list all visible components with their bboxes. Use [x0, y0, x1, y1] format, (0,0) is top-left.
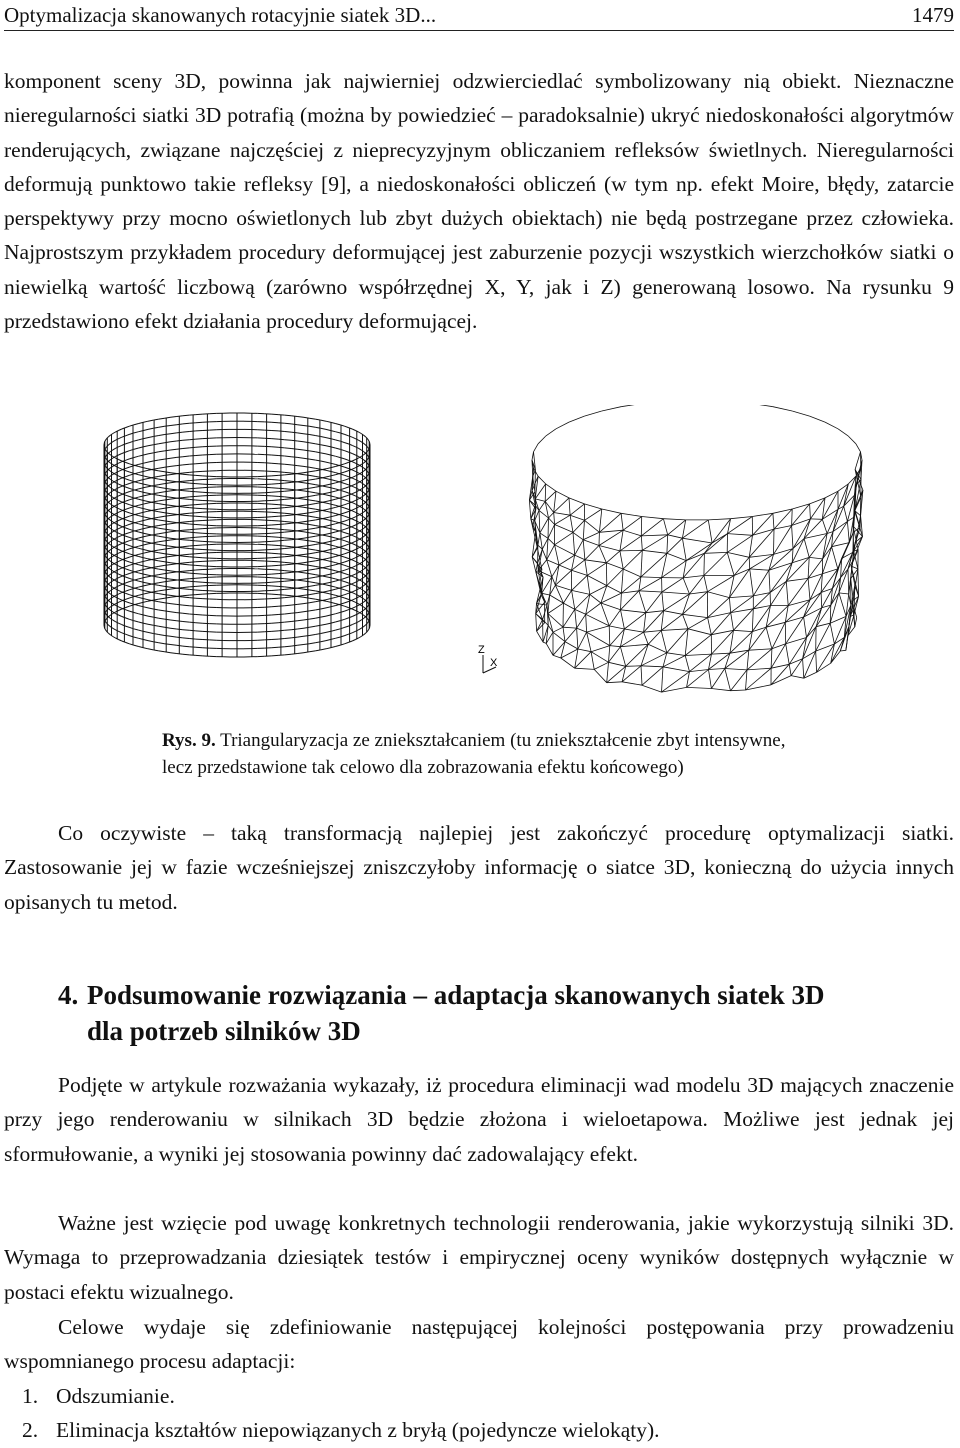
axis-z-label: Z — [478, 644, 485, 656]
triangulated-cylinder — [529, 405, 863, 692]
list-item-number: 2. — [22, 1413, 38, 1447]
paragraph-5: Celowe wydaje się zdefiniowanie następującej kolejności postępowania przy prowadzeniu wspomnianego procesu adaptacji: — [4, 1310, 954, 1379]
axis-indicator — [478, 644, 498, 673]
paragraph-4: Ważne jest wzięcie pod uwagę konkretnych technologii renderowania, jakie wykorzystują silniki 3D. Wymaga to przeprowadzania dziesiątek testów i empirycznej oceny wyników dostępnych wyłącznie w postaci efektu wizualnego. — [4, 1206, 954, 1309]
running-header — [4, 0, 954, 31]
regular-grid-cylinder — [104, 413, 370, 657]
caption-label: Rys. 9. — [162, 730, 216, 751]
list-item — [22, 1413, 952, 1447]
paragraph-3: Podjęte w artykule rozważania wykazały, iż procedura eliminacji wad modelu 3D mających znaczenie przy jego renderowaniu w silnikach 3D będzie złożona i wieloetapowa. Możliwe jest jednak jej sformułowanie, a wyniki jej stosowania powinny dać zadowalający efekt. — [4, 1068, 954, 1171]
list-item-text: Eliminacja kształtów niepowiązanych z bryłą (pojedyncze wielokąty). — [56, 1418, 660, 1442]
section-number: 4. — [58, 977, 87, 1013]
paragraph-2: Co oczywiste – taką transformacją najlepiej jest zakończyć procedurę optymalizacji siatki. Zastosowanie jej w fazie wcześniejszej zniszczyłoby informację o siatce 3D, konieczną do użycia innych opisanych tu metod. — [4, 816, 954, 919]
figure-graphic — [0, 405, 960, 705]
running-title: Optymalizacja skanowanych rotacyjnie siatek 3D... — [4, 0, 436, 30]
page-number: 1479 — [912, 0, 954, 30]
axis-x-label: X — [490, 657, 498, 669]
section-heading — [58, 977, 948, 1049]
list-item-text: Odszumianie. — [56, 1384, 175, 1408]
caption-line-1: Triangularyzacja ze zniekształcaniem (tu zniekształcenie zbyt intensywne, — [220, 730, 785, 751]
section-title-line-1: Podsumowanie rozwiązania – adaptacja skanowanych siatek 3D — [87, 980, 825, 1010]
section-title-line-2: dla potrzeb silników 3D — [58, 1013, 948, 1049]
list-item-number: 1. — [22, 1379, 38, 1413]
figure-caption — [162, 727, 882, 781]
paragraph-1: komponent sceny 3D, powinna jak najwierniej odzwierciedlać symbolizowany nią obiekt. Nieznaczne nieregularności siatki 3D potrafią (można by powiedzieć – paradoksalnie) ukryć niedoskonałości algorytmów renderujących, związane najczęściej z nieprecyzyjnym obliczaniem refleksów świetlnych. Nieregularności deformują punktowo takie refleksy [9], a niedoskonałości obliczeń (w tym np. efekt Moire, błędy, zatarcie perspektywy przy mocno oświetlonych lub zbyt dużych obiektach) nie będą postrzegane przez człowieka. Najprostszym przykładem procedury deformującej jest zaburzenie pozycji wszystkich wierzchołków siatki o niewielką wartość liczbową (zarówno współrzędnej X, Y, jak i Z) generowaną losowo. Na rysunku 9 przedstawiono efekt działania procedury deformującej. — [4, 64, 954, 338]
figure-9 — [0, 405, 960, 705]
caption-line-2: lecz przedstawione tak celowo dla zobrazowania efektu końcowego) — [162, 754, 882, 781]
list-item — [22, 1379, 952, 1413]
steps-list — [22, 1379, 952, 1448]
